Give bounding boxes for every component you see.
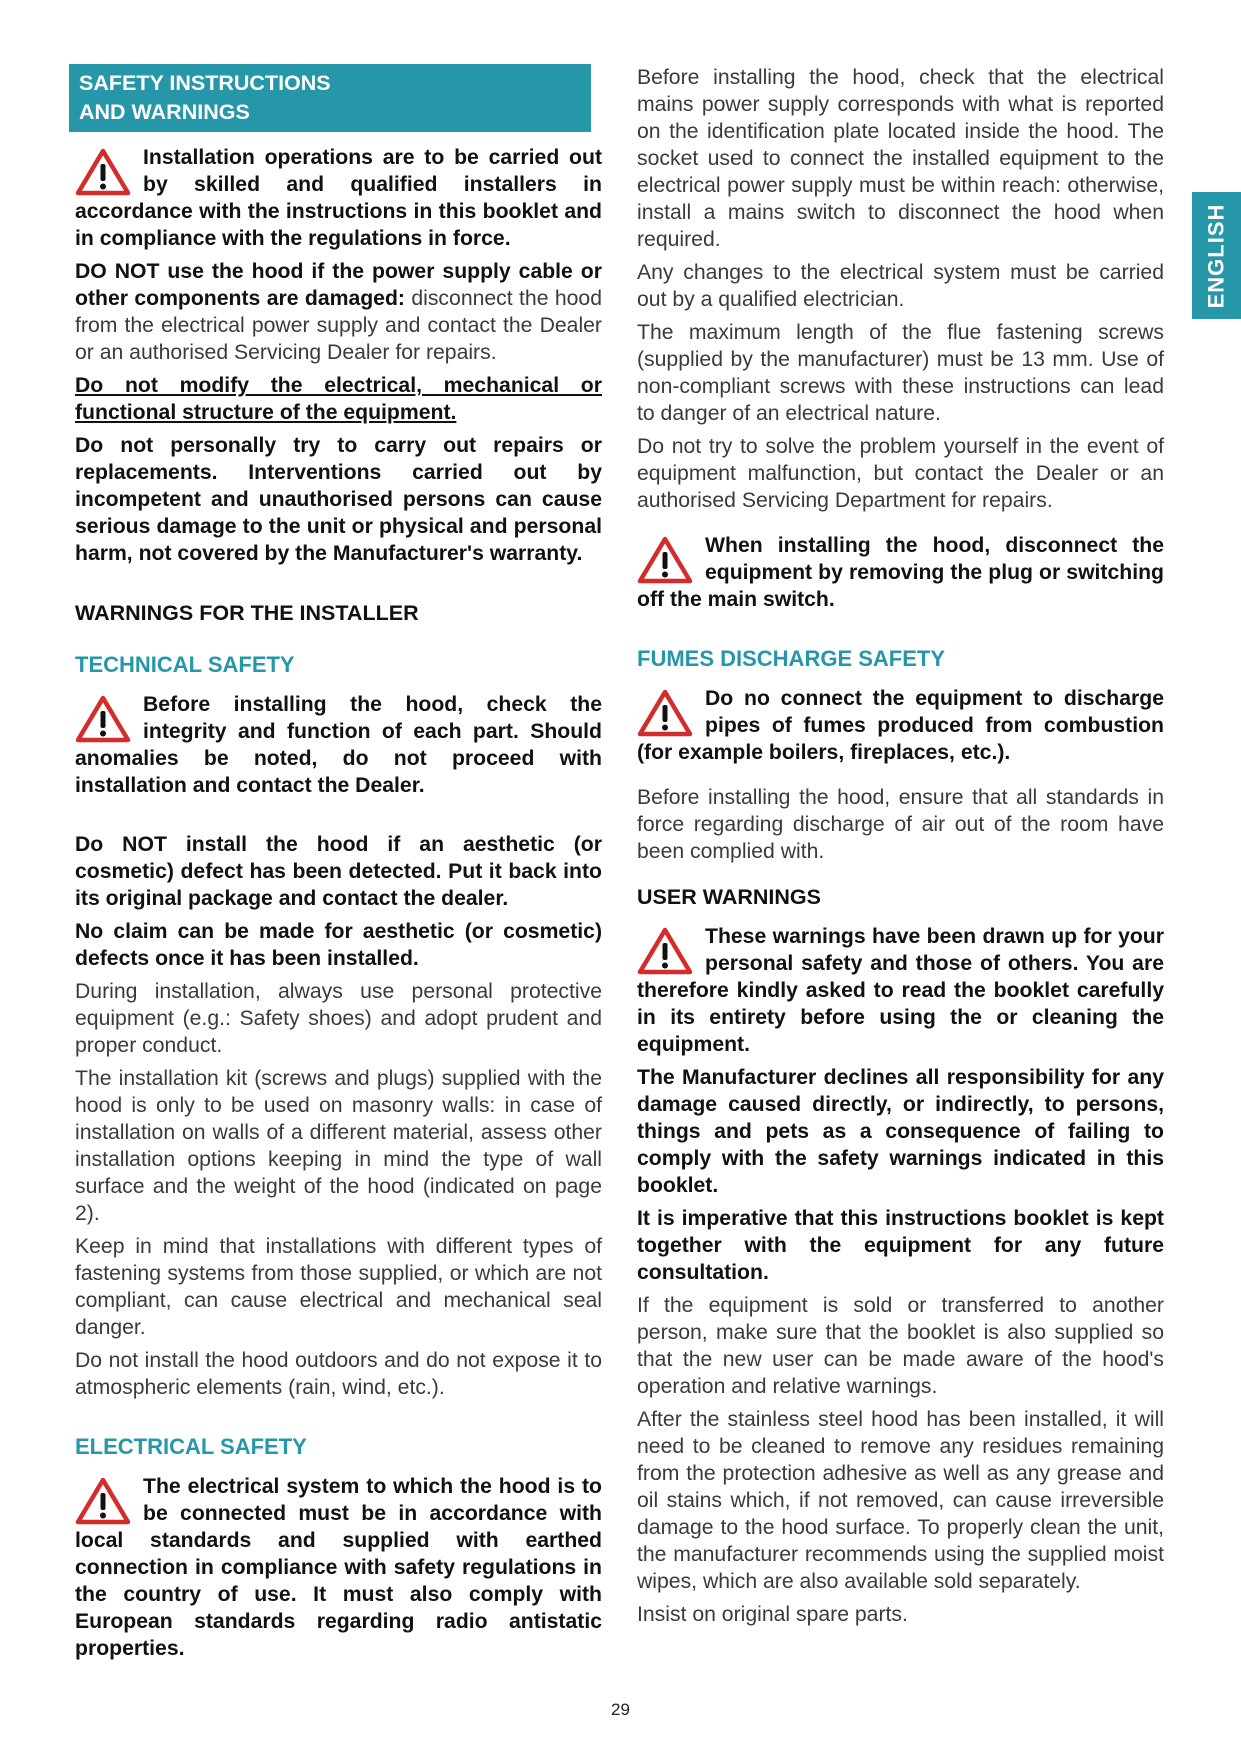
paragraph-fastening: Keep in mind that installations with different types of fastening systems from those supplied, or which are not compliant, can cause electrical and mechanical seal danger. (75, 1235, 602, 1339)
paragraph-damaged-rest: disconnect the hood from the electrical power supply and contact the Dealer or an authorised Servicing Dealer for repairs. (75, 287, 603, 364)
language-tab (1192, 192, 1241, 319)
page-number: 29 (611, 1700, 630, 1719)
warning-fumes (637, 685, 1164, 766)
paragraph-stainless: After the stainless steel hood has been installed, it will need to be cleaned to remove any residues remaining from the protection adhesive as well as any grease and oil stains which, if not removed, can cause irreversible damage to the hood surface. To properly clean the unit, the manufacturer recommends using the supplied moist wipes, which are also available sold separately. (637, 1408, 1164, 1593)
warning-triangle-icon (637, 536, 693, 584)
paragraph-mains-supply: Before installing the hood, check that the electrical mains power supply corresponds with what is reported on the identification plate located inside the hood. The socket used to connect the installed equipment to the electrical power supply must be within reach: otherwise, install a mains switch to disconnect the hood when required. (637, 66, 1164, 251)
paragraph-outdoors: Do not install the hood outdoors and do not expose it to atmospheric elements (rain, wind, etc.). (75, 1349, 602, 1399)
heading-warnings-installer: WARNINGS FOR THE INSTALLER (75, 601, 419, 625)
warning-triangle-icon (75, 148, 131, 196)
paragraph-screws: The maximum length of the flue fastening screws (supplied by the manufacturer) must be 13 mm. Use of non-compliant screws with these instructions can lead to danger of an electrical nature. (637, 321, 1164, 425)
paragraph-imperative: It is imperative that this instructions booklet is kept together with the equipment for any future consultation. (637, 1207, 1164, 1284)
section-title-safety (69, 64, 591, 132)
warning-triangle-icon (637, 927, 693, 975)
paragraph-repairs: Do not personally try to carry out repairs or replacements. Interventions carried out by incompetent and unauthorised persons can cause serious damage to the unit or physical and personal harm, not covered by the Manufacturer's warranty. (75, 434, 602, 565)
warning-triangle-icon (75, 695, 131, 743)
heading-electrical-safety: ELECTRICAL SAFETY (75, 1434, 307, 1459)
paragraph-ppe: During installation, always use personal protective equipment (e.g.: Safety shoes) and adopt prudent and proper conduct. (75, 980, 602, 1057)
warning-disconnect (637, 532, 1164, 613)
paragraph-changes: Any changes to the electrical system must be carried out by a qualified electrician. (637, 261, 1164, 311)
paragraph-damaged-bold: DO NOT use the hood if the power supply cable or other components are damaged: (75, 260, 602, 310)
warning-disconnect-text: When installing the hood, disconnect the equipment by removing the plug or switching off the main switch. (637, 534, 1164, 611)
warning-user-text: These warnings have been drawn up for your personal safety and those of others. You are therefore kindly asked to read the booklet carefully in its entirety before using the or cleaning the equipment. (637, 925, 1164, 1056)
language-tab-label: ENGLISH (1203, 203, 1229, 308)
section-title-line-2: AND WARNINGS (79, 100, 250, 124)
warning-installation (75, 144, 602, 252)
paragraph-do-not-modify: Do not modify the electrical, mechanical or functional structure of the equipment. (75, 374, 602, 424)
warning-electrical-system-text: The electrical system to which the hood is to be connected must be in accordance with local standards and supplied with earthed connection in compliance with safety regulations in the country of use. It must also comply with European standards regarding radio antistatic properties. (75, 1475, 602, 1660)
paragraph-damaged (75, 258, 602, 366)
left-column (75, 64, 602, 1668)
right-column (637, 64, 1164, 1634)
section-title-line-1: SAFETY INSTRUCTIONS (79, 71, 331, 95)
heading-technical-safety: TECHNICAL SAFETY (75, 652, 295, 677)
paragraph-no-claim: No claim can be made for aesthetic (or cosmetic) defects once it has been installed. (75, 920, 602, 970)
warning-electrical-system (75, 1473, 602, 1662)
warning-integrity (75, 691, 602, 799)
heading-fumes-safety: FUMES DISCHARGE SAFETY (637, 646, 946, 671)
paragraph-sold: If the equipment is sold or transferred to another person, make sure that the booklet is also supplied so that the new user can be made aware of the hood's operation and relative warnings. (637, 1294, 1164, 1398)
paragraph-aesthetic: Do NOT install the hood if an aesthetic (or cosmetic) defect has been detected. Put it back into its original package and contact the dealer. (75, 833, 602, 910)
heading-user-warnings: USER WARNINGS (637, 885, 821, 909)
paragraph-declines: The Manufacturer declines all responsibility for any damage caused directly, or indirectly, to persons, things and pets as a consequence of failing to comply with the safety warnings indicated in this booklet. (637, 1066, 1164, 1197)
warning-user (637, 923, 1164, 1058)
warning-fumes-text: Do no connect the equipment to discharge pipes of fumes produced from combustion (for example boilers, fireplaces, etc.). (637, 687, 1164, 764)
warning-installation-text: Installation operations are to be carried out by skilled and qualified installers in accordance with the instructions in this booklet and in compliance with the regulations in force. (75, 146, 602, 250)
paragraph-standards: Before installing the hood, ensure that all standards in force regarding discharge of air out of the room have been complied with. (637, 786, 1164, 863)
paragraph-installation-kit: The installation kit (screws and plugs) supplied with the hood is only to be used on masonry walls: in case of installation on walls of a different material, assess other installation options keeping in mind the type of wall surface and the weight of the hood (indicated on page 2). (75, 1067, 602, 1225)
paragraph-malfunction: Do not try to solve the problem yourself in the event of equipment malfunction, but contact the Dealer or an authorised Servicing Department for repairs. (637, 435, 1164, 512)
warning-integrity-text: Before installing the hood, check the integrity and function of each part. Should anomalies be noted, do not proceed with installation and contact the Dealer. (75, 693, 602, 797)
warning-triangle-icon (75, 1477, 131, 1525)
warning-triangle-icon (637, 689, 693, 737)
paragraph-spare-parts: Insist on original spare parts. (637, 1603, 908, 1626)
